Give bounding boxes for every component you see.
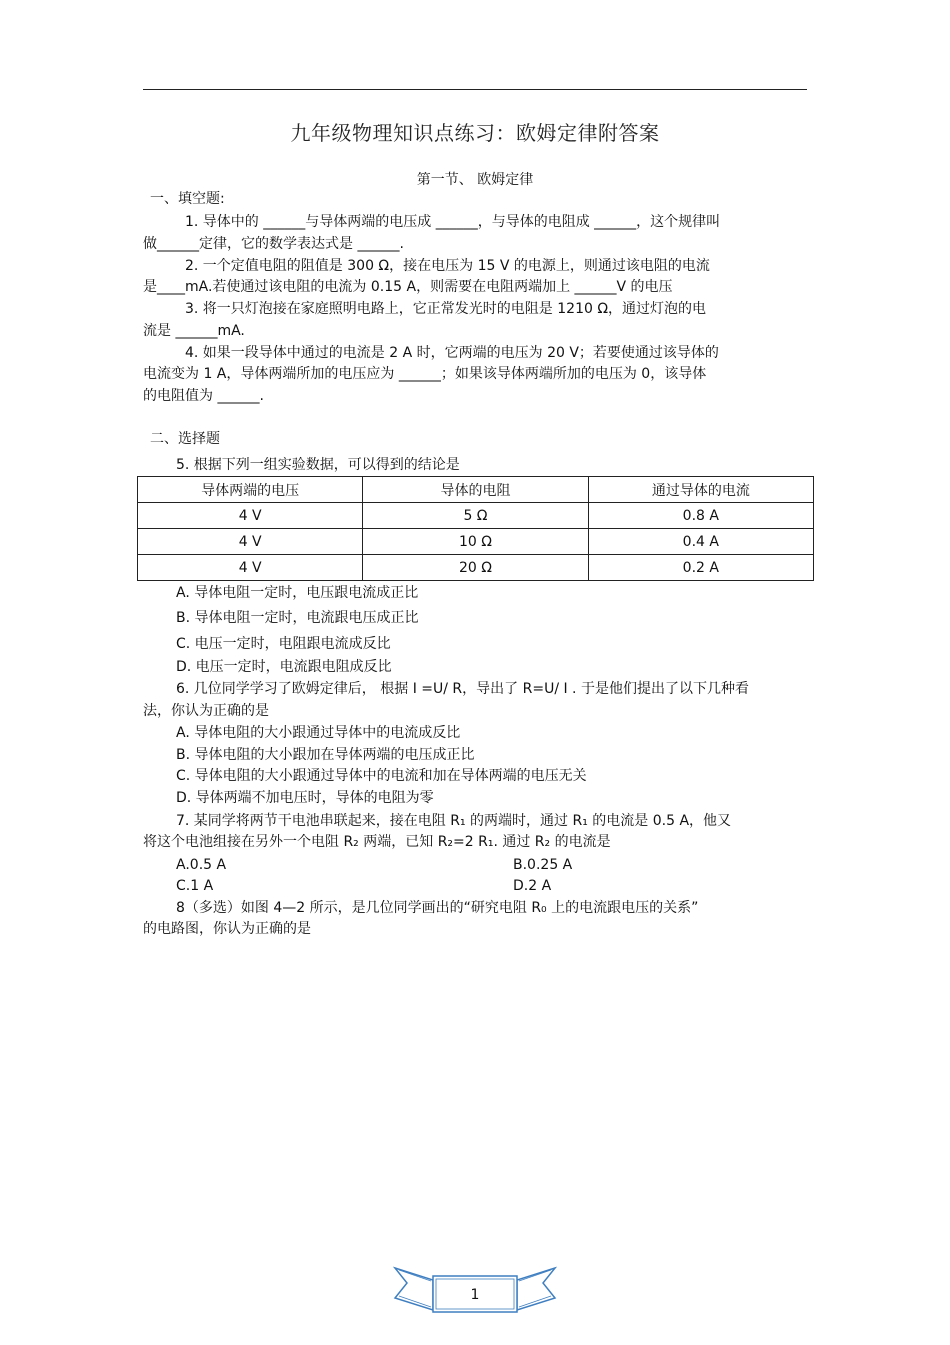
table-cell: 0.2 A xyxy=(588,555,813,581)
q6-option-b: B. 导体电阻的大小跟加在导体两端的电压成正比 xyxy=(176,747,475,763)
page-title: 九年级物理知识点练习：欧姆定律附答案 xyxy=(290,121,660,145)
q6-option-a: A. 导体电阻的大小跟通过导体中的电流成反比 xyxy=(176,725,461,741)
q7-line-1: 7. 某同学将两节干电池串联起来，接在电阻 R₁ 的两端时，通过 R₁ 的电流是 0.5 A，他又 xyxy=(176,813,732,829)
q7-option-c: C.1 A xyxy=(176,878,214,894)
section-title: 第一节、 欧姆定律 xyxy=(416,172,534,188)
header-rule xyxy=(143,89,807,90)
q5-option-b: B. 导体电阻一定时，电流跟电压成正比 xyxy=(176,610,419,626)
q6-option-d: D. 导体两端不加电压时，导体的电阻为零 xyxy=(176,790,434,806)
q5-option-d: D. 电压一定时，电流跟电阻成反比 xyxy=(176,659,392,675)
q3-line-2: 流是 ______mA. xyxy=(143,323,245,339)
table-row xyxy=(138,529,814,555)
q5-option-c: C. 电压一定时，电阻跟电流成反比 xyxy=(176,636,391,652)
table-cell: 20 Ω xyxy=(363,555,588,581)
part2-heading: 二、选择题 xyxy=(150,431,220,447)
q1-line-1: 1. 导体中的 ______与导体两端的电压成 ______，与导体的电阻成 ______，这个规律叫 xyxy=(185,214,721,230)
table-cell: 10 Ω xyxy=(363,529,588,555)
table-header-row xyxy=(138,477,814,503)
table-header-cell: 导体的电阻 xyxy=(363,477,588,503)
q1-line-2: 做______定律，它的数学表达式是 ______. xyxy=(143,236,404,252)
table-row xyxy=(138,503,814,529)
q3-line-1: 3. 将一只灯泡接在家庭照明电路上，它正常发光时的电阻是 1210 Ω，通过灯泡的电 xyxy=(185,301,707,317)
q8-line-1: 8（多选）如图 4—2 所示，是几位同学画出的“研究电阻 R₀ 上的电流跟电压的关系” xyxy=(176,900,699,916)
q4-line-1: 4. 如果一段导体中通过的电流是 2 A 时，它两端的电压为 20 V；若要使通过该导体的 xyxy=(185,345,719,361)
q6-line-1: 6. 几位同学学习了欧姆定律后， 根据 I =U/ R，导出了 R=U/ I . 于是他们提出了以下几种看 xyxy=(176,681,749,697)
q8-line-2: 的电路图，你认为正确的是 xyxy=(143,921,311,937)
q6-option-c: C. 导体电阻的大小跟通过导体中的电流和加在导体两端的电压无关 xyxy=(176,768,587,784)
part1-heading: 一、填空题: xyxy=(150,191,225,207)
q7-line-2: 将这个电池组接在另外一个电阻 R₂ 两端，已知 R₂=2 R₁. 通过 R₂ 的电流是 xyxy=(143,834,611,850)
table-header-cell: 通过导体的电流 xyxy=(588,477,813,503)
table-cell: 4 V xyxy=(138,503,363,529)
q2-line-2: 是____mA.若使通过该电阻的电流为 0.15 A，则需要在电阻两端加上 ______V 的电压 xyxy=(143,279,673,295)
table-cell: 4 V xyxy=(138,529,363,555)
table-cell: 0.4 A xyxy=(588,529,813,555)
q7-option-d: D.2 A xyxy=(513,878,552,894)
q5-option-a: A. 导体电阻一定时，电压跟电流成正比 xyxy=(176,585,419,601)
q4-line-2: 电流变为 1 A，导体两端所加的电压应为 ______；如果该导体两端所加的电压为 0，该导体 xyxy=(143,366,707,382)
table-row xyxy=(138,555,814,581)
q2-line-1: 2. 一个定值电阻的阻值是 300 Ω，接在电压为 15 V 的电源上，则通过该电阻的电流 xyxy=(185,258,710,274)
q6-line-2: 法，你认为正确的是 xyxy=(143,703,269,719)
table-cell: 5 Ω xyxy=(363,503,588,529)
table-header-cell: 导体两端的电压 xyxy=(138,477,363,503)
table-cell: 0.8 A xyxy=(588,503,813,529)
table-cell: 4 V xyxy=(138,555,363,581)
q7-option-a: A.0.5 A xyxy=(176,857,227,873)
page-number: 1 xyxy=(470,1287,480,1303)
q7-option-b: B.0.25 A xyxy=(513,857,573,873)
experiment-data-table xyxy=(137,476,814,581)
q4-line-3: 的电阻值为 ______. xyxy=(143,388,264,404)
q5-stem: 5. 根据下列一组实验数据，可以得到的结论是 xyxy=(176,457,460,473)
